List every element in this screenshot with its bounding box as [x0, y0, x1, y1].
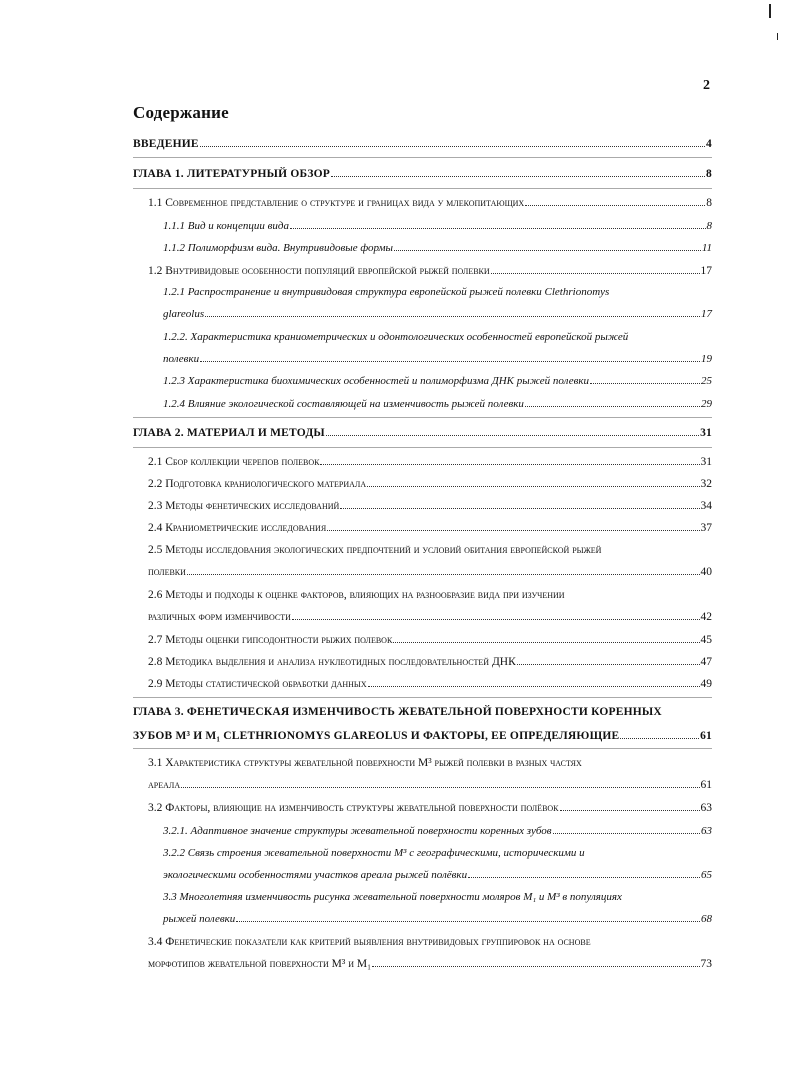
toc-entry-s1-1[interactable]	[148, 196, 712, 210]
toc-entry-s3-1[interactable]	[148, 756, 712, 792]
toc-entry-text: 2.6 Методы и подходы к оценке факторов, влияющих на разнообразие вида при изучении	[148, 589, 565, 601]
toc-entry-text: полевки	[148, 566, 186, 578]
toc-entry-s1-1-1[interactable]	[163, 219, 712, 233]
toc-entry-s2-2[interactable]	[148, 477, 712, 491]
toc-entry-s2-8[interactable]	[148, 655, 712, 669]
toc-entry-text: glareolus	[163, 308, 205, 320]
leader-dots	[517, 655, 700, 665]
toc-entry-s1-2-3[interactable]	[163, 374, 712, 388]
toc-page-number: 17	[701, 308, 712, 320]
toc-page-number: 29	[701, 398, 712, 410]
leader-dots	[290, 219, 706, 229]
toc-entry-text: 1.1 Современное представление о структуре и границах вида у млекопитающих	[148, 197, 525, 209]
toc-entry-text: 1.2.3 Характеристика биохимических особенностей и полиморфизма ДНК рыжей полевки	[163, 375, 590, 387]
toc-entry-s3-3[interactable]	[163, 890, 712, 926]
toc-entry-text: 1.1.1 Вид и концепции вида	[163, 220, 289, 232]
toc-entry-text: ЗУБОВ M³ И M₁ CLETHRIONOMYS GLAREOLUS И ФАКТОРЫ, ЕЕ ОПРЕДЕЛЯЮЩИЕ	[133, 730, 620, 742]
toc-entry-text: ВВЕДЕНИЕ	[133, 138, 199, 150]
toc-entry-text: ГЛАВА 2. МАТЕРИАЛ И МЕТОДЫ	[133, 427, 325, 439]
toc-entry-intro[interactable]	[133, 137, 712, 151]
toc-page-number: 63	[700, 802, 712, 814]
toc-entry-text: 2.3 Методы фенетических исследований	[148, 500, 340, 512]
leader-dots	[553, 824, 700, 834]
toc-page-number: 65	[701, 869, 712, 881]
toc-page-number: 49	[700, 678, 712, 690]
toc-page-number: 40	[700, 566, 712, 578]
leader-dots	[372, 957, 699, 967]
toc-entry-text: морфотипов жевательной поверхности M³ и M₁	[148, 958, 372, 970]
toc-entry-s1-2[interactable]	[148, 264, 712, 278]
leader-dots	[320, 455, 699, 465]
leader-dots	[491, 264, 700, 274]
toc-entry-text: 3.2 Факторы, влияющие на изменчивость структуры жевательной поверхности полёвок	[148, 802, 559, 814]
toc-entry-s3-2-2[interactable]	[163, 846, 712, 882]
toc-page-number: 47	[700, 656, 712, 668]
toc-entry-s1-2-4[interactable]	[163, 397, 712, 411]
toc-entry-s2-1[interactable]	[148, 455, 712, 469]
toc-entry-text: рыжей полевки	[163, 913, 236, 925]
toc-page-number: 45	[700, 634, 712, 646]
toc-entry-text: 1.2 Внутривидовые особенности популяций европейской рыжей полевки	[148, 265, 490, 277]
toc-page-number: 25	[701, 375, 712, 387]
toc-page-number: 61	[700, 779, 712, 791]
leader-dots	[331, 167, 705, 177]
leader-dots	[468, 868, 700, 878]
toc-entry-ch1[interactable]	[133, 167, 712, 181]
toc-entry-text: 2.7 Методы оценки гипсодонтности рыжих полевок	[148, 634, 393, 646]
toc-entry-text: 2.8 Методика выделения и анализа нуклеотидных последовательностей ДНК	[148, 656, 516, 668]
toc-page-number: 73	[700, 958, 712, 970]
toc-entry-s1-1-2[interactable]	[163, 241, 712, 255]
toc-entry-text: ареала	[148, 779, 181, 791]
leader-dots	[525, 196, 705, 206]
toc-entry-s3-2-1[interactable]	[163, 824, 712, 838]
toc-page-number: 17	[700, 265, 712, 277]
leader-dots	[620, 729, 699, 739]
leader-dots	[205, 307, 700, 317]
toc-page-number: 4	[706, 138, 712, 150]
toc-entry-text: ГЛАВА 1. ЛИТЕРАТУРНЫЙ ОБЗОР	[133, 168, 330, 180]
toc-entry-text: полевки	[163, 353, 200, 365]
toc-entry-text: различных форм изменчивости	[148, 611, 291, 623]
toc-entry-s2-6[interactable]	[148, 588, 712, 624]
toc-page-number: 63	[701, 825, 712, 837]
toc-entry-s1-2-1[interactable]	[163, 285, 712, 321]
toc-page-number: 31	[700, 456, 712, 468]
toc-entry-text: 2.9 Методы статистической обработки данных	[148, 678, 367, 690]
toc-entry-text: 1.2.1 Распространение и внутривидовая структура европейской рыжей полевки Clethrionomys	[163, 286, 610, 298]
leader-dots	[368, 677, 700, 687]
toc-entry-text: 1.1.2 Полиморфизм вида. Внутривидовые формы	[163, 242, 393, 254]
leader-dots	[200, 137, 705, 147]
leader-dots	[367, 477, 699, 487]
toc-entry-ch2[interactable]	[133, 426, 712, 440]
toc-entry-text: 2.4 Краниометрические исследования	[148, 522, 327, 534]
toc-entry-s3-4[interactable]	[148, 935, 712, 971]
toc-entry-text: 2.2 Подготовка краниологического материала	[148, 478, 367, 490]
leader-dots	[393, 633, 699, 643]
leader-dots	[590, 374, 700, 384]
toc-page-number: 19	[701, 353, 712, 365]
toc-entry-text: 1.2.2. Характеристика краниометрических и одонтологических особенностей европейской рыжей	[163, 331, 629, 343]
leader-dots	[181, 778, 699, 788]
toc-page-number: 8	[706, 168, 712, 180]
leader-dots	[327, 521, 699, 531]
toc-entry-s2-7[interactable]	[148, 633, 712, 647]
toc-page-number: 34	[700, 500, 712, 512]
leader-dots	[340, 499, 699, 509]
toc-entry-text: 2.1 Сбор коллекции черепов полевок	[148, 456, 320, 468]
toc-entry-text: 2.5 Методы исследования экологических предпочтений и условий обитания европейской рыжей	[148, 544, 602, 556]
toc-entry-ch3[interactable]	[133, 705, 712, 743]
toc-entry-text: 3.1 Характеристика структуры жевательной поверхности M³ рыжей полевки в разных частях	[148, 757, 582, 769]
toc-entry-text: 1.2.4 Влияние экологической составляющей на изменчивость рыжей полевки	[163, 398, 524, 410]
toc-entry-s2-4[interactable]	[148, 521, 712, 535]
toc-entry-text: 3.4 Фенетические показатели как критерий выявления внутривидовых группировок на основе	[148, 936, 591, 948]
toc-entry-s3-2[interactable]	[148, 801, 712, 815]
leader-dots	[326, 426, 699, 436]
toc-page-number: 61	[700, 730, 712, 742]
toc-page-number: 68	[701, 913, 712, 925]
page-number: 2	[703, 78, 710, 93]
toc-page-number: 42	[700, 611, 712, 623]
toc-entry-text: ГЛАВА 3. ФЕНЕТИЧЕСКАЯ ИЗМЕНЧИВОСТЬ ЖЕВАТЕЛЬНОЙ ПОВЕРХНОСТИ КОРЕННЫХ	[133, 706, 662, 718]
toc-page-number: 37	[700, 522, 712, 534]
leader-dots	[200, 352, 700, 362]
toc-page-number: 8	[706, 197, 712, 209]
leader-dots	[525, 397, 700, 407]
toc-entry-text: 3.2.1. Адаптивное значение структуры жевательной поверхности коренных зубов	[163, 825, 552, 837]
toc-entry-text: экологическими особенностями участков ареала рыжей полёвки	[163, 869, 468, 881]
toc-page-number: 31	[700, 427, 712, 439]
toc-entry-s2-3[interactable]	[148, 499, 712, 513]
leader-dots	[187, 565, 700, 575]
toc-page-number: 32	[700, 478, 712, 490]
page-title: Содержание	[133, 103, 229, 122]
toc-entry-s1-2-2[interactable]	[163, 330, 712, 366]
leader-dots	[292, 610, 700, 620]
toc-page-number: 11	[701, 242, 712, 254]
toc-page-number: 8	[706, 220, 712, 232]
leader-dots	[236, 912, 700, 922]
leader-dots	[394, 241, 701, 251]
toc-entry-text: 3.2.2 Связь строения жевательной поверхности M³ с географическими, историческими и	[163, 847, 585, 859]
toc-entry-s2-5[interactable]	[148, 543, 712, 579]
toc-entry-s2-9[interactable]	[148, 677, 712, 691]
toc-entry-text: 3.3 Многолетняя изменчивость рисунка жевательной поверхности моляров M₁ и M³ в популяциях	[163, 891, 622, 903]
leader-dots	[560, 801, 700, 811]
